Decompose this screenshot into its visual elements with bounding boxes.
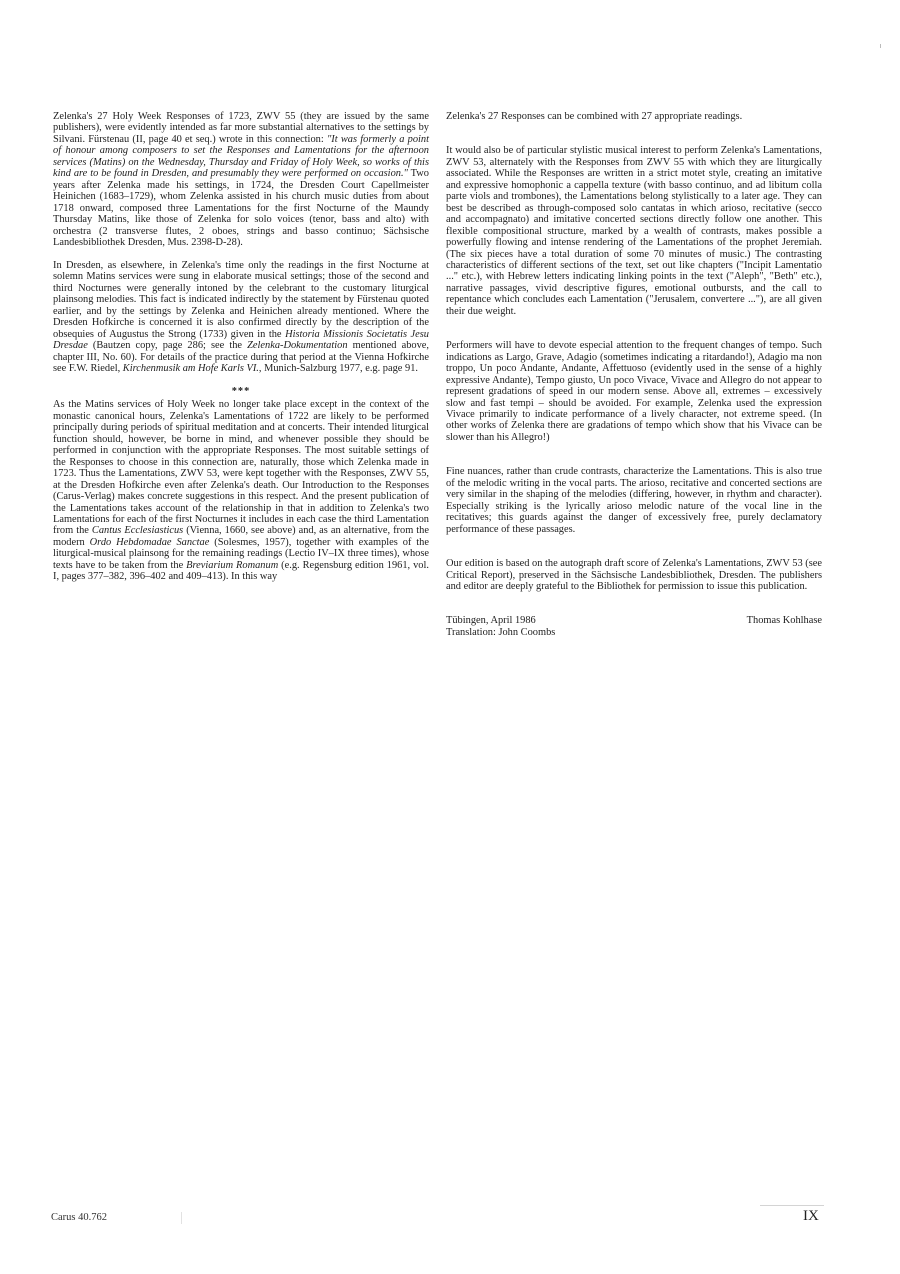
signature-block — [446, 615, 822, 638]
translator-credit: Translation: John Coombs — [446, 626, 556, 638]
italic-title: Zelenka-Dokumentation — [247, 340, 348, 352]
italic-quote: "It was formerly a point of honour among composers to set the Responses and Lamentations for the afternoon services (Matins) on the Wednesday, Thursday and Friday of Holy Week, so works of this kind are to be found in Dresden, and presumably they were performed on occasion." — [53, 133, 429, 180]
italic-title: Breviarium Romanum — [186, 559, 279, 571]
margin-mark — [181, 1212, 182, 1224]
paragraph: In Dresden, as elsewhere, in Zelenka's time only the readings in the first Nocturne at solemn Matins services were sung in elaborate musical settings; those of the second and third Nocturnes were generally intoned by the celebrant to the customary liturgical plainsong melodies. This fact is indicated indirectly by the statement by Fürstenau quoted earlier, and by the settings by Zelenka and Heinichen already mentioned. Where the Dresden Hofkirche is concerned it is also confirmed directly by the description of the obsequies of Augustus the Strong (1733) given in the Historia Missionis Societatis Jesu Dresdae (Bautzen copy, page 286; see the Zelenka-Dokumentation mentioned above, chapter III, No. 60). For details of the practice during that period at the Vienna Hofkirche see F.W. Riedel, Kirchenmusik am Hofe Karls VI., Munich-Salzburg 1977, e.g. page 91. — [53, 259, 429, 375]
left-column — [53, 111, 429, 594]
italic-title: Cantus Ecclesiasticus — [91, 525, 184, 537]
paragraph: As the Matins services of Holy Week no longer take place except in the context of the monastic canonical hours, Zelenka's Lamentations of 1722 are likely to be performed principally during periods of spiritual meditation and at concerts. Their intended liturgical function should, however, be borne in mind, and whenever possible they should be performed in conjunction with the appropriate Responses. The most suitable settings of the Responses to choose in this connection are, naturally, those which Zelenka made in 1723. Thus the Lamentations, ZWV 53, were kept together with the Responses, ZWV 55, at the Dresden Hofkirche even after Zelenka's death. Our Introduction to the Responses (Carus-Verlag) makes concrete suggestions in this respect. And the present publication of the Lamentations takes account of the relationship in that in addition to Zelenka's two Lamentations for each of the first Nocturnes it includes in each case the third Lamentation from the Cantus Ecclesiasticus (Vienna, 1660, see above) and, as an alternative, from the modern Ordo Hebdomadae Sanctae (Solesmes, 1957), together with examples of the liturgical-musical plainsong for the remaining readings (Lectio IV–IX three times), whose texts have to be taken from the Breviarium Romanum (e.g. Regensburg edition 1961, vol. I, pages 377–382, 396–402 and 409–413). In this way — [53, 399, 429, 583]
right-column — [446, 111, 822, 638]
italic-title: Kirchenmusik am Hofe Karls VI. — [122, 363, 259, 375]
paragraph: Zelenka's 27 Responses can be combined with 27 appropriate readings. — [446, 111, 743, 122]
paragraph: Fine nuances, rather than crude contrasts, characterize the Lamentations. This is also true of the melodic writing in the vocal parts. The arioso, recitative and concerted sections are very similar in the shaping of the melodies (differing, however, in rhythm and character). Especially striking is the lyrically arioso melodic nature of the vocal line in the recitatives; this guards against the danger of excessively free, purely declamatory performance of these passages. — [446, 466, 822, 535]
section-divider: *** — [231, 385, 251, 397]
paragraph: Zelenka's 27 Holy Week Responses of 1723, ZWV 55 (they are issued by the same publishers), were evidently intended as far more substantial alternatives to the settings by Silvani. Fürstenau (II, page 40 et seq.) wrote in this connection: "It was formerly a point of honour among composers to set the Responses and Lamentations for the afternoon services (Matins) on the Wednesday, Thursday and Friday of Holy Week, so works of this kind are to be found in Dresden, and presumably they were performed on occasion." Two years after Zelenka made his settings, in 1724, the Dresden Court Capellmeister Heinichen (1683–1729), whom Zelenka assisted in his church music duties from about 1718 onward, composed three Lamentations for the first Nocturne of the Maundy Thursday Matins, like those of Zelenka for solo voices (tenor, bass and alto) with orchestra (2 transverse flutes, 2 oboes, strings and basso continuo; Sächsische Landesbibliothek Dresden, Mus. 2398-D-28). — [53, 111, 430, 248]
italic-title: Ordo Hebdomadae Sanctae — [89, 536, 210, 548]
paragraph: Our edition is based on the autograph draft score of Zelenka's Lamentations, ZWV 53 (see Critical Report), preserved in the Sächsische Landesbibliothek, Dresden. The publishers and editor are deeply grateful to the Bibliothek for permission to issue this publication. — [446, 558, 822, 592]
paragraph: It would also be of particular stylistic musical interest to perform Zelenka's Lamentations, ZWV 53, alternately with the Responses from ZWV 55 with which they are liturgically associated. While the Responses are written in a strict motet style, creating an imitative and expressive homophonic a cappella texture (with basso continuo, and ad libitum colla parte viols and trombones), the Lamentations belong stylistically to a later age. They can best be described as through-composed solo cantatas in which arioso, recitative (secco and accompagnato) and imitative concerted sections directly follow one another. This flexible compositional structure, marked by a wealth of contrasts, makes possible a powerfully flowing and intense rendering of the Lamentations of the prophet Jeremiah. (The six pieces have a total duration of some 70 minutes of music.) The contrasting characteristics of different sections of the text, set out like chapters ("Incipit Lamentatio ..." etc.), with Hebrew letters indicating linking points in the text ("Aleph", "Beth" etc.), narrative passages, vivid descriptive figures, emotional outbursts, and the call to repentance which concludes each Lamentation ("Jerusalem, convertere ..."), are all given their due weight. — [446, 145, 822, 317]
margin-mark — [880, 44, 881, 48]
footer-rule — [760, 1205, 824, 1206]
paragraph: Performers will have to devote especial attention to the frequent changes of tempo. Such indications as Largo, Grave, Adagio (sometimes indicating a ritardando!), Adagio ma non troppo, Un poco Andante, Andante, Affettuoso (evidently used in the sense of a highly expressive Andante), Tempo giusto, Un poco Vivace, Vivace and Allegro do not appear to represent gradations of speed in our modern sense. Above all, extremes – excessively slow and fast tempi – should be avoided. For example, Zelenka used the expression Vivace primarily to indicate performance of a lively character, not extreme speed. (In other works of Zelenka there are gradations of tempo which show that his Vivace can be slower than his Allegro!) — [446, 340, 822, 443]
page-number: IX — [803, 1208, 819, 1224]
author-name: Thomas Kohlhase — [746, 615, 822, 627]
catalog-number: Carus 40.762 — [51, 1212, 107, 1223]
place-date: Tübingen, April 1986 — [446, 615, 536, 627]
italic-title: Historia Missionis Societatis Jesu Dresdae — [53, 328, 429, 352]
